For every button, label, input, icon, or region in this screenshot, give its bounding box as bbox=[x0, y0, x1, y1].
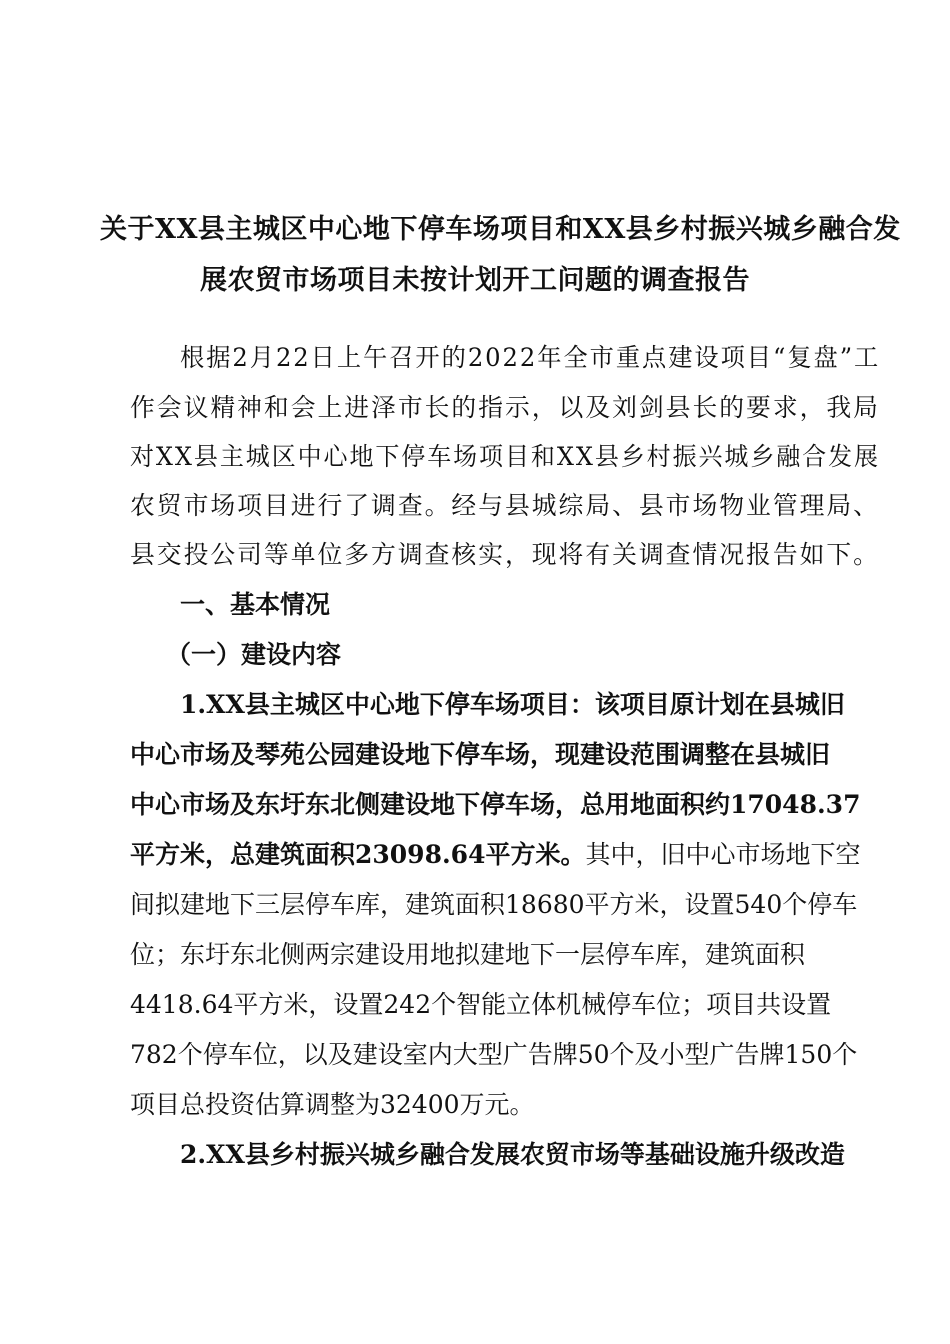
item1-line-9: 项目总投资估算调整为32400万元。 bbox=[130, 1090, 535, 1119]
document-title-line-2: 展农贸市场项目未按计划开工问题的调查报告 bbox=[200, 265, 750, 296]
intro-line-1: 根据2月22日上午召开的2022年全市重点建设项目“复盘”工 bbox=[180, 343, 881, 372]
item1-line-4 bbox=[130, 840, 861, 870]
item1-line-3: 中心市场及东圩东北侧建设地下停车场，总用地面积约17048.37 bbox=[130, 790, 861, 819]
subsection-heading: （一）建设内容 bbox=[166, 640, 342, 669]
item1-line-7: 4418.64平方米，设置242个智能立体机械停车位；项目共设置 bbox=[130, 990, 832, 1019]
document-title-line-1: 关于XX县主城区中心地下停车场项目和XX县乡村振兴城乡融合发 bbox=[100, 214, 901, 245]
intro-line-5: 县交投公司等单位多方调查核实，现将有关调查情况报告如下。 bbox=[130, 540, 880, 569]
intro-line-3: 对XX县主城区中心地下停车场项目和XX县乡村振兴城乡融合发展 bbox=[130, 442, 880, 471]
intro-line-2: 作会议精神和会上进泽市长的指示，以及刘剑县长的要求，我局 bbox=[130, 393, 880, 422]
item1-line-5: 间拟建地下三层停车库，建筑面积18680平方米，设置540个停车 bbox=[130, 890, 858, 919]
item1-line-4-bold: 平方米，总建筑面积23098.64平方米。 bbox=[130, 840, 586, 869]
item1-line-1: 1.XX县主城区中心地下停车场项目：该项目原计划在县城旧 bbox=[180, 690, 845, 719]
section-heading: 一、基本情况 bbox=[180, 590, 331, 619]
intro-line-4: 农贸市场项目进行了调查。经与县城综局、县市场物业管理局、 bbox=[130, 491, 880, 520]
item1-line-6: 位；东圩东北侧两宗建设用地拟建地下一层停车库，建筑面积 bbox=[130, 940, 806, 969]
item2-line-1: 2.XX县乡村振兴城乡融合发展农贸市场等基础设施升级改造 bbox=[180, 1140, 845, 1169]
item1-line-4-normal: 其中，旧中心市场地下空 bbox=[585, 840, 861, 869]
item1-line-2: 中心市场及琴苑公园建设地下停车场，现建设范围调整在县城旧 bbox=[130, 740, 831, 769]
item1-line-8: 782个停车位，以及建设室内大型广告牌50个及小型广告牌150个 bbox=[130, 1040, 858, 1069]
